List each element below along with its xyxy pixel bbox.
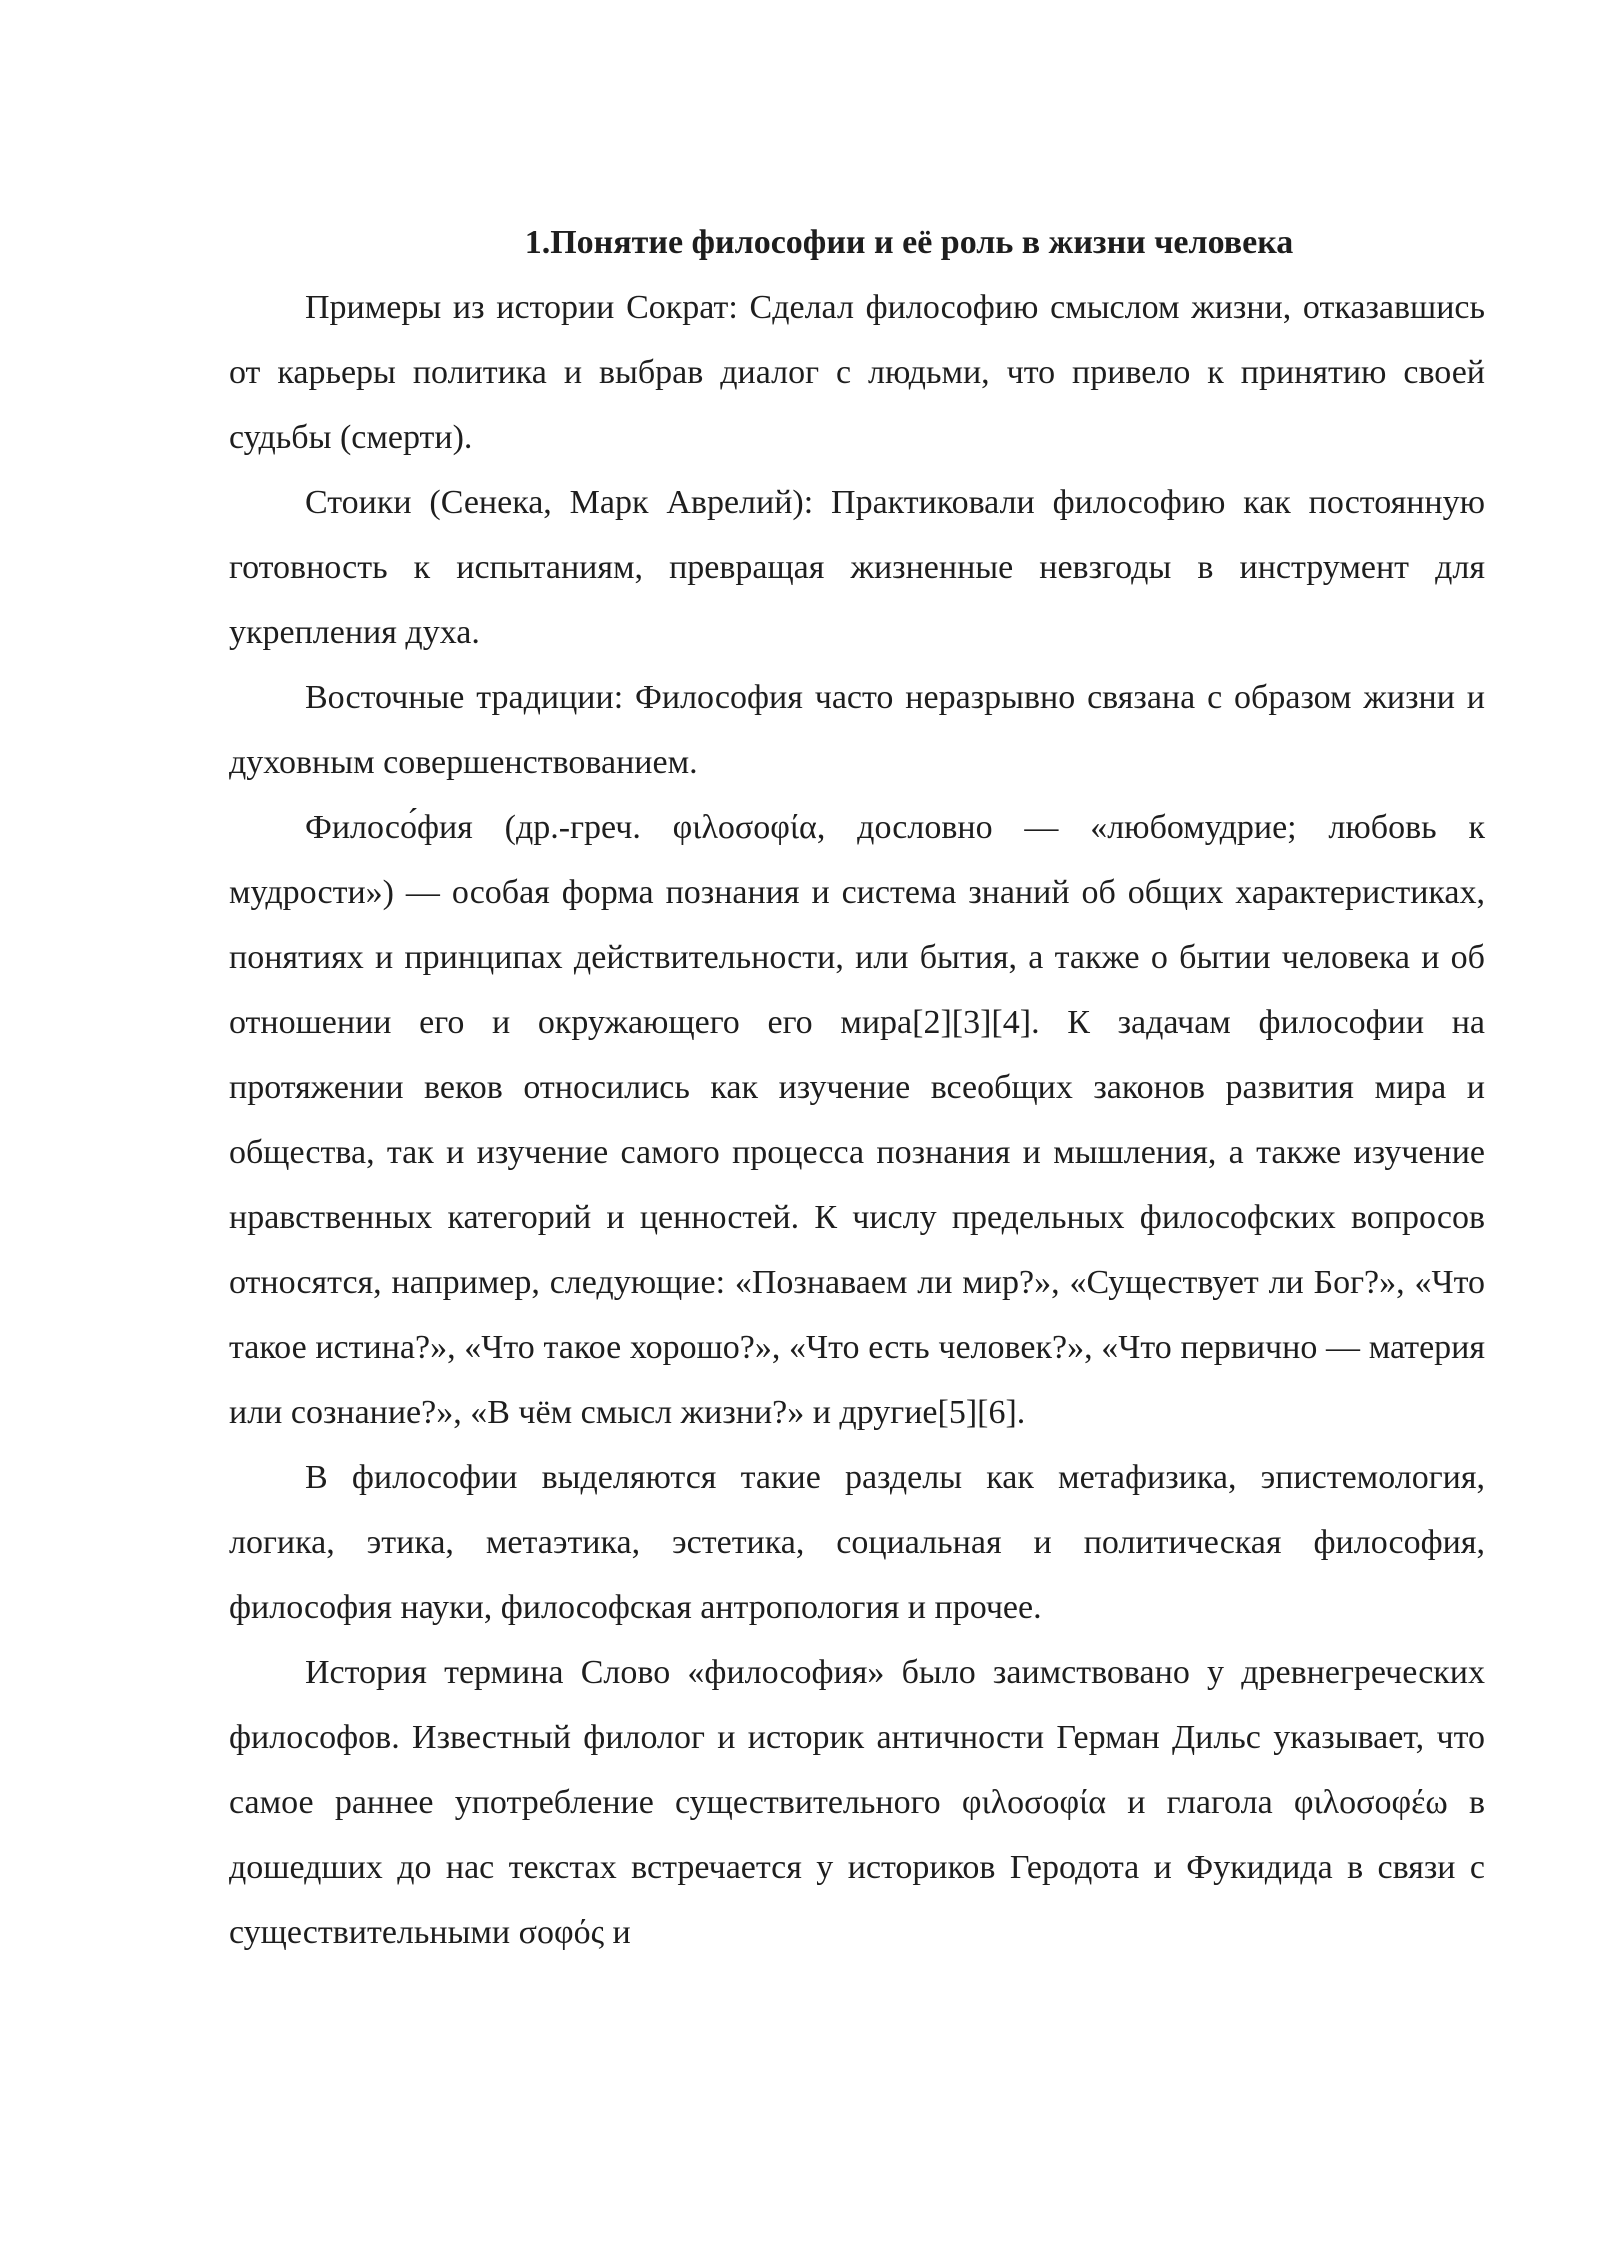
paragraph-philosophy-definition: Филосо́фия (др.-греч. φιλοσοφία, дословно — «любомудрие; любовь к мудрости») — особая форма познания и система знаний об общих характеристиках, понятиях и принципах действительности, или бытия, а также о бытии человека и об отношении его и окружающего его мира[2][3][4]. К задачам философии на протяжении веков относились как изучение всеобщих законов развития мира и общества, так и изучение самого процесса познания и мышления, а также изучение нравственных категорий и ценностей. К числу предельных философских вопросов относятся, например, следующие: «Познаваем ли мир?», «Существует ли Бог?», «Что такое истина?», «Что такое хорошо?», «Что есть человек?», «Что первично — материя или сознание?», «В чём смысл жизни?» и другие[5][6]. bbox=[229, 809, 1485, 1431]
paragraph-philosophy-branches: В философии выделяются такие разделы как метафизика, эпистемология, логика, этика, метаэтика, эстетика, социальная и политическая философия, философия науки, философская антропология и прочее. bbox=[229, 1459, 1485, 1626]
paragraph-eastern-traditions: Восточные традиции: Философия часто неразрывно связана с образом жизни и духовным совершенствованием. bbox=[229, 679, 1485, 781]
paragraph-stoics: Стоики (Сенека, Марк Аврелий): Практиковали философию как постоянную готовность к испытаниям, превращая жизненные невзгоды в инструмент для укрепления духа. bbox=[229, 484, 1485, 651]
document-title: 1.Понятие философии и её роль в жизни человека bbox=[524, 224, 1294, 261]
document-body bbox=[229, 210, 1485, 1965]
paragraph-term-history: История термина Слово «философия» было заимствовано у древнегреческих философов. Известный филолог и историк античности Герман Дильс указывает, что самое раннее употребление существительного φιλοσοφία и глагола φιλοσοφέω в дошедших до нас текстах встречается у историков Геродота и Фукидида в связи с существительными σοφός и bbox=[229, 1654, 1485, 1951]
paragraph-socrates: Примеры из истории Сократ: Сделал философию смыслом жизни, отказавшись от карьеры политика и выбрав диалог с людьми, что привело к принятию своей судьбы (смерти). bbox=[229, 289, 1485, 456]
